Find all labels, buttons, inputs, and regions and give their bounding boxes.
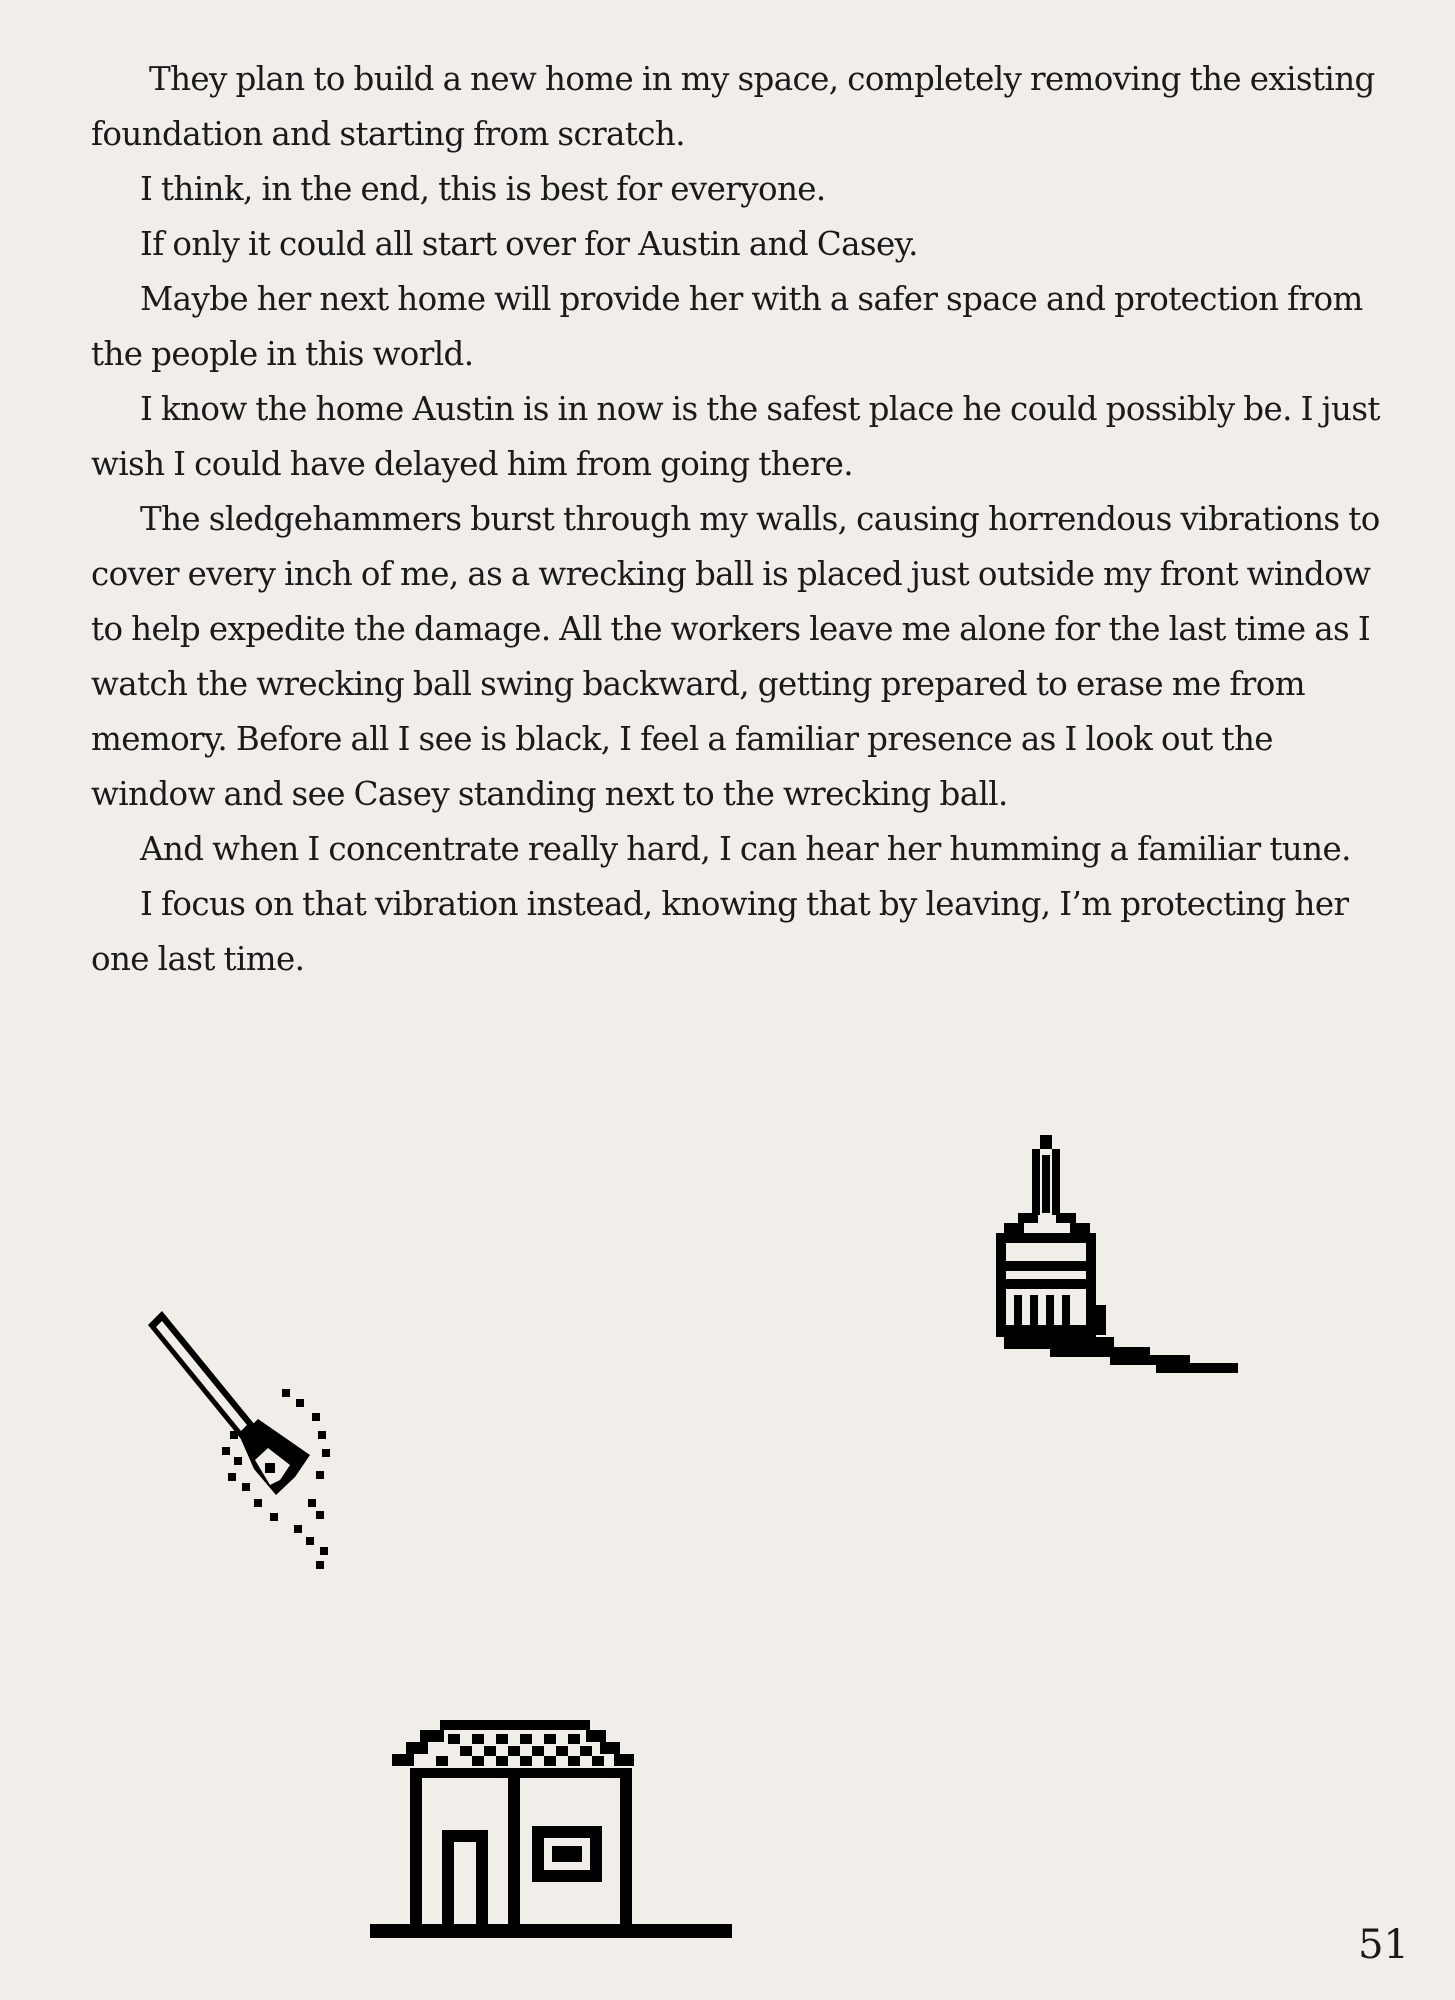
pixel-paintbrush-icon [960,1135,1245,1455]
paragraph: The sledgehammers burst through my walls, causing horrendous vibrations to cover every inch of me, as a wrecking ball is placed just outside my front window to help expedite the damage. All the workers leave me alone for the last time as I watch the wrecking ball swing backward, getting prepared to erase me from memory. Before all I see is black, I feel a familiar presence as I look out the window and see Casey standing next to the wrecking ball. [91,500,1380,813]
pixel-trowel-icon [130,1285,360,1585]
paragraph: They plan to build a new home in my space, completely removing the existing foundation and starting from scratch. [91,60,1375,153]
paragraph: I know the home Austin is in now is the safest place he could possibly be. I just wish I could have delayed him from going there. [91,390,1380,483]
pixel-house-icon [370,1720,740,1945]
paragraph: And when I concentrate really hard, I can hear her humming a familiar tune. [140,830,1351,868]
paragraph: Maybe her next home will provide her with a safer space and protection from the people in this world. [91,280,1363,373]
paragraph: I focus on that vibration instead, knowing that by leaving, I’m protecting her one last time. [91,885,1349,978]
paragraph: I think, in the end, this is best for everyone. [140,170,826,208]
paragraph: If only it could all start over for Austin and Casey. [140,225,918,263]
story-text [91,52,1391,987]
page-number: 51 [1358,1922,1409,1968]
